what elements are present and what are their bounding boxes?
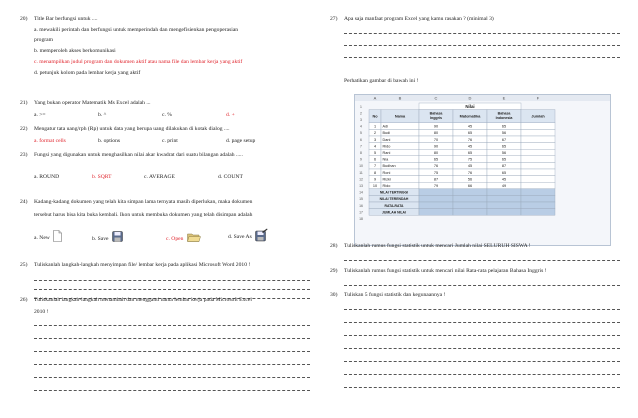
column-letter: D (468, 95, 472, 101)
summary-cell (419, 202, 453, 209)
row-number: 7 (360, 144, 362, 149)
cell-value: 4 (373, 144, 377, 149)
answer-line (344, 368, 620, 375)
summary-cell (521, 209, 555, 216)
cell-value: 8 (373, 170, 377, 175)
row-number: 15 (359, 197, 363, 202)
question-text: Yang bukan operator Matematik Ms Excel adalah ... (34, 100, 151, 106)
cell-value: 56 (501, 131, 507, 136)
option-b: b. ^ (98, 111, 107, 118)
cell-value: 45 (467, 164, 473, 169)
answer-line (344, 279, 620, 286)
option-c-answer: c. Open (166, 236, 184, 243)
answer-line (344, 316, 620, 323)
option-b: b. memperoleh akses berkomunikasi (34, 48, 116, 55)
summary-cell (453, 202, 487, 209)
cell-value: 56 (467, 177, 473, 182)
cell-value: Rizki (382, 177, 391, 182)
row-number: 4 (360, 124, 362, 129)
question-21 (20, 100, 310, 118)
question-30 (330, 292, 620, 388)
table-cell (521, 176, 555, 183)
question-text-line2: tersebut harus bisa kita buka kembali. Ikon untuk membuka dokumen yang telah disimpan adalah (34, 211, 253, 218)
option-a-cont: program (34, 37, 53, 44)
summary-cell (487, 209, 521, 216)
option-b: b. options (98, 137, 121, 144)
summary-label: RATA-RATA (384, 203, 404, 208)
question-text: Tuliskanlah rumus fungsi statistik untuk mencari Jumlah nilai SELURUH SISWA ! (344, 243, 531, 249)
row-number: 3 (360, 118, 362, 122)
cell-value: 65 (501, 157, 507, 162)
cell-value: 87 (433, 177, 439, 182)
summary-cell (453, 209, 487, 216)
answer-line (34, 384, 310, 391)
question-text: Apa saja manfaat program Excel yang kamu rasakan ? (minimal 3) (344, 16, 494, 22)
question-text-line1: Kadang-kadang dokumen yang telah kita simpan lama ternyata masih diperlukan, maka dokumen (34, 199, 253, 205)
cell-value: Adi (382, 124, 388, 129)
row-number: 18 (359, 217, 363, 221)
header-label: Jumlah (531, 114, 545, 119)
question-number: 28) (330, 243, 338, 249)
cell-value: 1 (373, 124, 377, 129)
answer-line (34, 371, 310, 378)
row-number: 14 (359, 190, 363, 195)
row-number: 12 (359, 177, 363, 182)
answer-line (34, 283, 310, 290)
cell-value: 3 (373, 137, 377, 142)
spreadsheet-grid (355, 95, 610, 245)
question-text: Tuliskanlah rumus fungsi statistik untuk mencari nilai Rata-rata pelajaran Bahasa Inggris ! (344, 268, 547, 274)
answer-line (344, 329, 620, 336)
answer-line (344, 254, 620, 261)
question-number: 29) (330, 268, 338, 274)
answer-line (344, 303, 620, 310)
summary-label: JUMLAH NILAI (382, 210, 406, 215)
cell-value: 45 (501, 177, 507, 182)
table-cell (521, 143, 555, 150)
cell-value: 70 (433, 137, 439, 142)
question-number: 20) (20, 16, 28, 22)
question-text: Title Bar berfungsi untuk .... (34, 16, 98, 22)
cell-value: 87 (501, 164, 507, 169)
cell-value: 76 (433, 164, 439, 169)
cell-value: 5 (373, 151, 377, 155)
question-20 (20, 16, 310, 76)
option-c: c. % (162, 111, 172, 118)
row-number: 8 (360, 151, 362, 155)
question-26 (20, 297, 310, 391)
table-cell (521, 169, 555, 176)
question-number: 27) (330, 16, 338, 22)
cell-value: Roni (382, 170, 391, 175)
summary-cell (453, 189, 487, 196)
cell-value: Budhan (382, 164, 396, 169)
question-number: 21) (20, 100, 28, 106)
cell-value: 65 (501, 144, 507, 149)
row-number: 13 (359, 184, 363, 188)
option-c-answer: c. menampilkan judul program dan dokumen aktif atau nama file dan lembar kerja yang aktif (34, 58, 243, 65)
column-letter: C (434, 95, 438, 101)
header-label: Matematika (459, 114, 481, 119)
row-number: 17 (359, 210, 363, 215)
summary-cell (521, 202, 555, 209)
cell-value: 75 (433, 170, 439, 175)
summary-cell (487, 195, 521, 202)
question-25 (20, 262, 310, 299)
sheet-title: Nilai (465, 104, 475, 109)
answer-line (34, 319, 310, 326)
cell-value: 7 (373, 164, 377, 169)
cell-value: 90 (433, 124, 439, 129)
answer-line (344, 342, 620, 349)
option-a: a. ROUND (34, 173, 60, 180)
table-cell (521, 182, 555, 189)
header-label: Bahasa (497, 111, 511, 116)
question-text-line1: Tuliskanlah langkah-langkah menambah dan mengganti nama lembar kerja pada Microsoft Excel (34, 297, 252, 303)
question-text: Mengatur tata uang/rph (Rp) untuk data yang berupa uang dilakukan di kotak dialog .... (34, 126, 230, 132)
answer-line (34, 345, 310, 352)
cell-value: 79 (433, 184, 439, 188)
option-a: a. >= (34, 111, 46, 118)
header-label: No (372, 114, 378, 119)
table-cell (521, 129, 555, 136)
option-a: a. New (34, 235, 50, 242)
column-letter: A (373, 95, 377, 101)
question-number: 24) (20, 199, 28, 205)
option-b-answer: b. SQRT (92, 173, 112, 180)
spreadsheet-image (354, 94, 611, 246)
option-d: d. petunjuk kolom pada lembar kerja yang aktif (34, 69, 141, 76)
cell-value: 6 (373, 157, 377, 162)
column-letter: F (536, 95, 540, 101)
summary-cell (487, 202, 521, 209)
table-cell (521, 156, 555, 163)
question-text: Tuliskanlah langkah-langkah menyimpan file/ lembar kerja pada aplikasi Microsoft Word 2010 ! (34, 262, 251, 268)
question-text-line2: 2010 ! (34, 308, 49, 315)
cell-value: 90 (433, 144, 439, 149)
row-number: 10 (359, 164, 363, 169)
header-label: Indonesia (495, 116, 513, 120)
cell-value: 9 (373, 177, 377, 182)
row-number: 1 (360, 104, 362, 109)
cell-value: 65 (433, 157, 439, 162)
cell-value: 80 (433, 131, 439, 136)
summary-cell (521, 195, 555, 202)
cell-value: 66 (467, 184, 473, 188)
cell-value: 65 (467, 131, 473, 136)
question-24 (20, 199, 310, 245)
question-number: 25) (20, 262, 28, 268)
new-document-icon (53, 230, 62, 245)
row-number: 2 (360, 111, 362, 116)
cell-value: 75 (467, 157, 473, 162)
row-number: 9 (360, 157, 362, 162)
summary-label: NILAI TERTINGGI (379, 190, 409, 195)
cell-value: Rido (382, 184, 391, 188)
row-number: 5 (360, 131, 362, 136)
question-29 (330, 268, 620, 286)
summary-cell (521, 189, 555, 196)
table-cell (521, 149, 555, 156)
cell-value: 45 (467, 144, 473, 149)
question-number: 23) (20, 152, 28, 158)
option-b: b. Save (92, 235, 109, 242)
header-label: Bahasa (429, 111, 443, 116)
answer-line (344, 355, 620, 362)
cell-value: 45 (467, 124, 473, 129)
option-c: c. AVERAGE (144, 173, 175, 180)
cell-value: 65 (501, 170, 507, 175)
summary-label: NILAI TERENDAH (379, 197, 409, 202)
question-text: Tuliskan 5 fungsi statistik dan kegunaannya ! (344, 292, 446, 298)
question-number: 26) (20, 297, 28, 303)
row-number: 6 (360, 137, 362, 142)
instruction (330, 78, 620, 85)
answer-line (344, 27, 620, 34)
column-letter: E (502, 95, 506, 101)
answer-line (344, 39, 620, 46)
summary-cell (487, 189, 521, 196)
option-a-answer: a. format cells (34, 137, 66, 144)
table-cell (521, 123, 555, 130)
question-number: 30) (330, 292, 338, 298)
question-number: 22) (20, 126, 28, 132)
instruction-text: Perhatikan gambar di bawah ini ! (344, 78, 419, 84)
summary-cell (419, 195, 453, 202)
question-28 (330, 243, 620, 261)
row-number: 11 (359, 170, 363, 175)
answer-line (34, 274, 310, 281)
cell-value: 65 (467, 151, 473, 155)
option-d: d. Save As (228, 234, 252, 241)
cell-value: 65 (501, 124, 507, 129)
open-folder-icon (187, 232, 201, 245)
summary-cell (419, 189, 453, 196)
answer-line (34, 332, 310, 339)
save-disk-icon (112, 231, 123, 245)
question-text: Fungsi yang digunakan untuk menghasilkan nilai akar kwadrat dari suatu bilangan adalah ..... (34, 152, 243, 158)
summary-cell (419, 209, 453, 216)
save-as-icon (255, 228, 268, 245)
cell-value: 76 (467, 170, 473, 175)
option-d: d. page setup (226, 137, 256, 144)
cell-value: Dani (382, 137, 391, 142)
cell-value: 80 (433, 151, 439, 155)
cell-value: 56 (501, 151, 507, 155)
answer-line (34, 358, 310, 365)
option-d: d. COUNT (218, 173, 243, 180)
cell-value: Nia (382, 157, 389, 162)
question-22 (20, 126, 310, 144)
header-label: Inggris (430, 116, 442, 120)
question-27 (330, 16, 620, 58)
option-c: c. print (162, 137, 178, 144)
summary-cell (453, 195, 487, 202)
cell-value: 49 (501, 184, 507, 188)
row-number: 16 (359, 203, 363, 208)
cell-value: 76 (467, 137, 473, 142)
table-cell (521, 162, 555, 169)
answer-line (344, 381, 620, 388)
answer-line (344, 51, 620, 58)
cell-value: Budi (382, 131, 391, 136)
cell-value: Rani (382, 151, 391, 155)
column-header-bar (355, 95, 610, 101)
cell-value: 67 (501, 137, 507, 142)
cell-value: 10 (372, 184, 378, 188)
table-cell (521, 136, 555, 143)
header-label: Nama (394, 114, 406, 119)
option-d-answer: d. + (226, 111, 235, 118)
column-letter: B (398, 95, 402, 101)
cell-value: Rido (382, 144, 391, 149)
cell-value: 2 (373, 131, 377, 136)
question-23 (20, 152, 310, 180)
option-a: a. mewakili perintah dan berfungsi untuk memperindah dan mengefisienkan pengoperasian (34, 26, 239, 33)
